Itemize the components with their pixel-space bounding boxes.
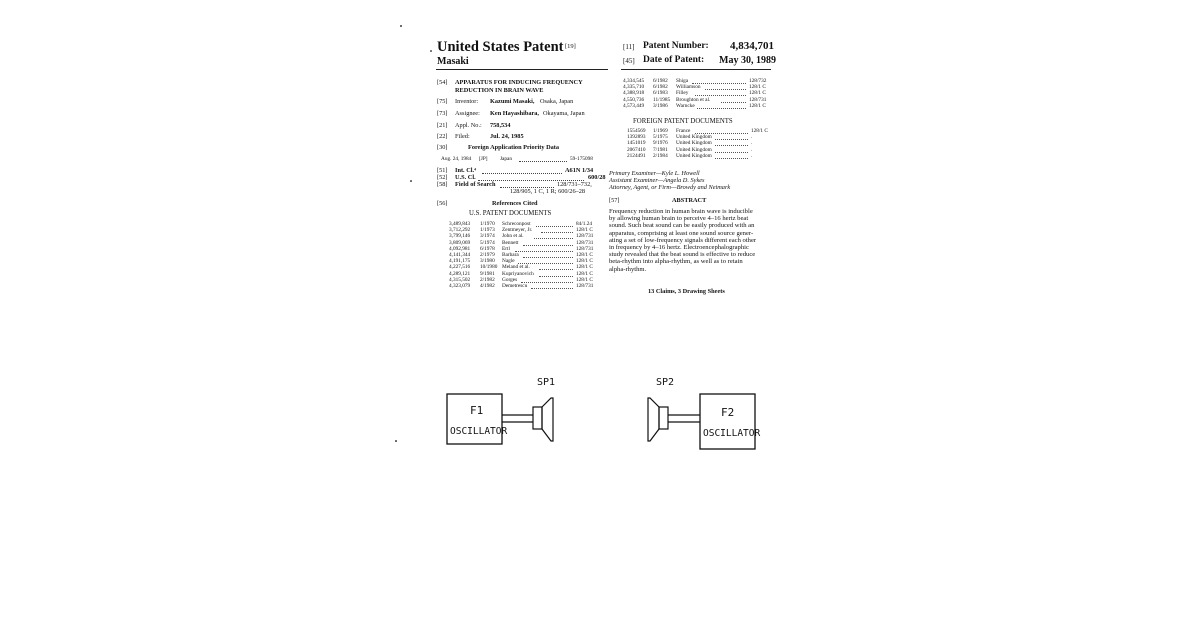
patent-doc-date: 5/1974: [480, 239, 495, 246]
intcl-value: A61N 1/34: [565, 167, 594, 174]
scan-speck: [410, 180, 412, 182]
refs-code: [56]: [437, 200, 448, 207]
speaker-right-label: SP2: [656, 377, 675, 388]
assignee-place: Okayama, Japan: [543, 110, 585, 117]
patent-doc-name: Filley: [676, 90, 689, 97]
patent-doc-cls: 128/1 C: [576, 276, 593, 283]
patent-title: United States Patent: [437, 39, 564, 55]
leader-dots: [705, 89, 746, 90]
patent-doc-cls: 128/731: [576, 239, 594, 246]
patent-number-label: Patent Number:: [643, 41, 709, 51]
patent-doc-name: Ertl: [502, 245, 510, 252]
uscl-code: [52]: [437, 174, 448, 181]
patent-doc-date: 6/1983: [653, 90, 668, 97]
patent-doc-name: United Kingdom: [676, 146, 712, 153]
inventor-code: [75]: [437, 98, 448, 105]
leader-dots: [534, 238, 573, 239]
patent-doc-date: 1/1969: [653, 128, 668, 134]
patent-doc-name: Gorges: [502, 276, 518, 283]
field-code: [58]: [437, 181, 448, 188]
uscl-value: 600/28: [588, 174, 606, 181]
date-label: Date of Patent:: [643, 55, 705, 65]
leader-dots: [715, 152, 748, 153]
abstract-line: study revealed that the beat sound is effective to reduce: [609, 251, 756, 259]
assignee-code: [73]: [437, 110, 448, 117]
assistant-examiner: Assistant Examiner—Angela D. Sykes: [609, 177, 705, 184]
abstract-line: Frequency reduction in human brain wave is inducible: [609, 208, 753, 215]
patent-doc-cls: 128/1 C: [576, 258, 593, 265]
header-rule-right: [621, 69, 771, 70]
oscillator-right-f-label: F2: [721, 406, 735, 419]
patent-drawing: [440, 370, 770, 465]
patent-doc-cls: 128/1 C: [576, 264, 593, 271]
leader-dots: [519, 161, 567, 162]
filed-date: Jul. 24, 1985: [490, 133, 524, 140]
patent-doc-date: 3/1974: [480, 233, 495, 240]
speaker-right-cone: [648, 398, 659, 441]
leader-dots: [541, 232, 573, 233]
foreign-priority-number: 59-175098: [570, 156, 593, 162]
field-label: Field of Search: [455, 181, 496, 188]
patent-doc-name: Nagle: [502, 258, 515, 265]
speaker-right-magnet: [659, 407, 668, 429]
speaker-left-magnet: [533, 407, 542, 429]
abstract-line: by allowing human brain to perceive 4–16 hertz beat: [609, 215, 749, 223]
patent-doc-date: 10/1980: [480, 264, 498, 271]
patent-doc-cls: 128/1 C: [576, 252, 593, 258]
patent-doc-date: 1/1973: [480, 227, 495, 234]
patent-doc-name: Williamson: [676, 84, 701, 91]
patent-doc-no: 4,227,516: [449, 264, 471, 271]
field-value-line2: 128/905, 1 C, 1 R; 600/26–28: [510, 188, 586, 195]
appl-number: 758,534: [490, 122, 511, 129]
patent-doc-no: 3,799,146: [449, 233, 471, 240]
filed-code: [22]: [437, 133, 448, 140]
patent-doc-date: 6/1978: [480, 245, 495, 252]
patent-number: 4,834,701: [730, 40, 774, 52]
inventor-label: Inventor:: [455, 98, 479, 105]
claims-summary: 13 Claims, 3 Drawing Sheets: [648, 288, 725, 295]
leader-dots: [523, 245, 573, 246]
patent-doc-no: 4,141,344: [449, 252, 471, 258]
patent-doc-name: Schreconpost: [502, 221, 531, 227]
patent-doc-cls: 128/1 C: [749, 84, 766, 91]
leader-dots: [715, 145, 748, 146]
patent-doc-cls: 128/731: [576, 233, 594, 240]
patent-doc-no: 1392893: [627, 134, 646, 141]
oscillator-box-right: [700, 394, 755, 449]
patent-doc-no: 2124491: [627, 152, 646, 159]
assignee-name: Ken Hayashibara,: [490, 110, 539, 117]
foreign-priority-country: Japan: [500, 156, 513, 162]
title-code-54: [54]: [437, 79, 448, 86]
patent-doc-date: 6/1982: [653, 78, 668, 84]
patent-doc-cls: 128/1 C: [576, 227, 593, 234]
appl-code: [21]: [437, 122, 448, 129]
patent-doc-no: 4,323,079: [449, 283, 471, 289]
oscillator-left-text: OSCILLATOR: [450, 426, 508, 437]
refs-title: References Cited: [492, 200, 538, 207]
patent-doc-no: 2067410: [627, 146, 646, 153]
patent-doc-no: 4,191,175: [449, 258, 471, 265]
patent-doc-no: 4,334,545: [623, 78, 645, 84]
leader-dots: [715, 139, 748, 140]
patent-doc-no: 4,335,710: [623, 84, 645, 91]
patent-doc-no: 4,289,121: [449, 270, 471, 277]
patent-doc-cls: 84/1.24: [576, 221, 593, 227]
abstract-line: alpha-rhythm.: [609, 265, 647, 273]
patent-doc-cls: 128/731: [576, 283, 594, 289]
patent-doc-name: Shiga: [676, 78, 689, 84]
patent-doc-no: 3,489,843: [449, 221, 471, 227]
patent-doc-date: 9/1976: [653, 140, 668, 147]
leader-dots: [521, 282, 573, 283]
foreign-priority-title: Foreign Application Priority Data: [468, 144, 560, 151]
appl-label: Appl. No.:: [455, 122, 482, 129]
patent-doc-name: United Kingdom: [676, 134, 712, 141]
patent-doc-no: 3,809,069: [449, 239, 471, 246]
patent-doc-date: 6/1982: [653, 84, 668, 91]
field-value-line1: 128/731–732,: [557, 181, 592, 188]
patent-doc-name: Barbara: [502, 252, 519, 258]
inventor-name: Kazumi Masaki,: [490, 98, 535, 105]
patent-doc-no: 4,388,918: [623, 90, 645, 97]
abstract-line: beta-rhythm into alpha-rhythm, as well as to retain: [609, 258, 743, 266]
patent-doc-no: 1451019: [627, 140, 646, 147]
invention-title-line2: REDUCTION IN BRAIN WAVE: [455, 87, 544, 94]
patent-doc-name: John et al.: [502, 233, 524, 240]
foreign-docs-title: FOREIGN PATENT DOCUMENTS: [633, 118, 733, 125]
date-code: [45]: [623, 57, 635, 65]
patent-doc-cls: 128/1 C: [749, 90, 766, 97]
scan-speck: [430, 50, 432, 52]
patent-doc-cls: .: [751, 152, 753, 159]
invention-title-line1: APPARATUS FOR INDUCING FREQUENCY: [455, 79, 583, 86]
inventor-place: Osaka, Japan: [540, 98, 574, 105]
patent-doc-cls: 128/1 C: [576, 270, 593, 277]
patent-number-code: [11]: [623, 43, 635, 51]
leader-dots: [515, 251, 573, 252]
abstract-line: apparatus, comprising at least one sound source gener-: [609, 229, 754, 237]
leader-dots: [539, 269, 573, 270]
leader-dots: [536, 226, 573, 227]
leader-dots: [697, 108, 746, 109]
patent-doc-cls: 128/1 C: [751, 128, 768, 134]
patent-doc-no: 4,092,981: [449, 245, 471, 252]
inventor-short: Masaki: [437, 56, 469, 67]
leader-dots: [539, 276, 573, 277]
patent-doc-date: 11/1985: [653, 96, 671, 103]
intcl-label: Int. Cl.⁴: [455, 167, 476, 174]
patent-doc-date: 3/1980: [480, 258, 495, 265]
leader-dots: [531, 288, 573, 289]
patent-doc-no: 1554569: [627, 128, 646, 134]
patent-doc-date: 7/1981: [653, 146, 668, 153]
abstract-title: ABSTRACT: [672, 197, 707, 204]
title-code: [19]: [565, 43, 576, 50]
leader-dots: [482, 173, 562, 174]
patent-doc-name: United Kingdom: [676, 152, 712, 159]
speaker-left-cone: [542, 398, 553, 441]
us-docs-title: U.S. PATENT DOCUMENTS: [469, 210, 552, 217]
patent-doc-no: 4,573,449: [623, 102, 645, 109]
patent-doc-date: 2/1982: [480, 276, 495, 283]
abstract-code: [57]: [609, 197, 620, 204]
primary-examiner: Primary Examiner—Kyle L. Howell: [609, 170, 700, 177]
header-rule-left: [436, 69, 608, 70]
patent-doc-name: Broughton et al.: [676, 96, 711, 103]
scan-speck: [400, 25, 402, 27]
patent-doc-name: Bennett: [502, 239, 519, 246]
patent-doc-date: 5/1975: [653, 134, 668, 141]
patent-doc-date: 1/1970: [480, 221, 495, 227]
attorney: Attorney, Agent, or Firm—Browdy and Neimark: [609, 184, 731, 191]
patent-doc-name: Meland et al.: [502, 264, 530, 271]
abstract-line: ating a set of low-frequency signals different each other: [609, 236, 757, 244]
patent-doc-cls: 128/731: [576, 245, 594, 252]
patent-doc-date: 2/1984: [653, 152, 668, 159]
patent-doc-no: 3,712,292: [449, 227, 471, 234]
oscillator-left-f-label: F1: [470, 404, 484, 417]
leader-dots: [715, 158, 748, 159]
patent-doc-cls: .: [751, 146, 753, 153]
patent-doc-name: France: [676, 128, 691, 134]
patent-doc-date: 3/1986: [653, 102, 668, 109]
patent-doc-date: 9/1981: [480, 270, 495, 277]
uscl-label: U.S. Cl.: [455, 174, 476, 181]
abstract-line: in frequency by 4–16 hertz. Electroencephalographic: [609, 244, 749, 251]
patent-doc-no: 4,315,502: [449, 276, 471, 283]
assignee-label: Assignee:: [455, 110, 480, 117]
oscillator-right-text: OSCILLATOR: [703, 428, 761, 439]
patent-doc-name: Kupriyanovich: [502, 270, 534, 277]
foreign-code: [30]: [437, 144, 448, 151]
patent-date: May 30, 1989: [719, 55, 776, 66]
leader-dots: [523, 257, 573, 258]
patent-doc-cls: .: [751, 134, 753, 141]
speaker-left-label: SP1: [537, 377, 556, 388]
intcl-code: [51]: [437, 167, 448, 174]
patent-doc-date: 4/1982: [480, 283, 495, 289]
patent-doc-no: 4,550,736: [623, 96, 645, 103]
abstract-line: sound. Such beat sound can be easily produced with an: [609, 222, 755, 230]
patent-doc-name: United Kingdom: [676, 140, 712, 147]
patent-doc-date: 2/1979: [480, 252, 495, 258]
filed-label: Filed:: [455, 133, 470, 140]
patent-doc-name: Zentmeyer, Jr.: [502, 227, 533, 234]
leader-dots: [721, 102, 746, 103]
patent-doc-cls: 128/731: [749, 96, 767, 103]
patent-doc-cls: 128/732: [749, 78, 767, 84]
foreign-priority-jp: [JP]: [479, 156, 488, 162]
patent-doc-name: Warncke: [676, 102, 695, 109]
patent-doc-cls: .: [751, 140, 753, 147]
foreign-priority-date: Aug. 24, 1984: [441, 156, 472, 162]
patent-doc-name: Demetrescu: [502, 283, 528, 289]
patent-doc-cls: 128/1 C: [749, 102, 766, 109]
scan-speck: [395, 440, 397, 442]
